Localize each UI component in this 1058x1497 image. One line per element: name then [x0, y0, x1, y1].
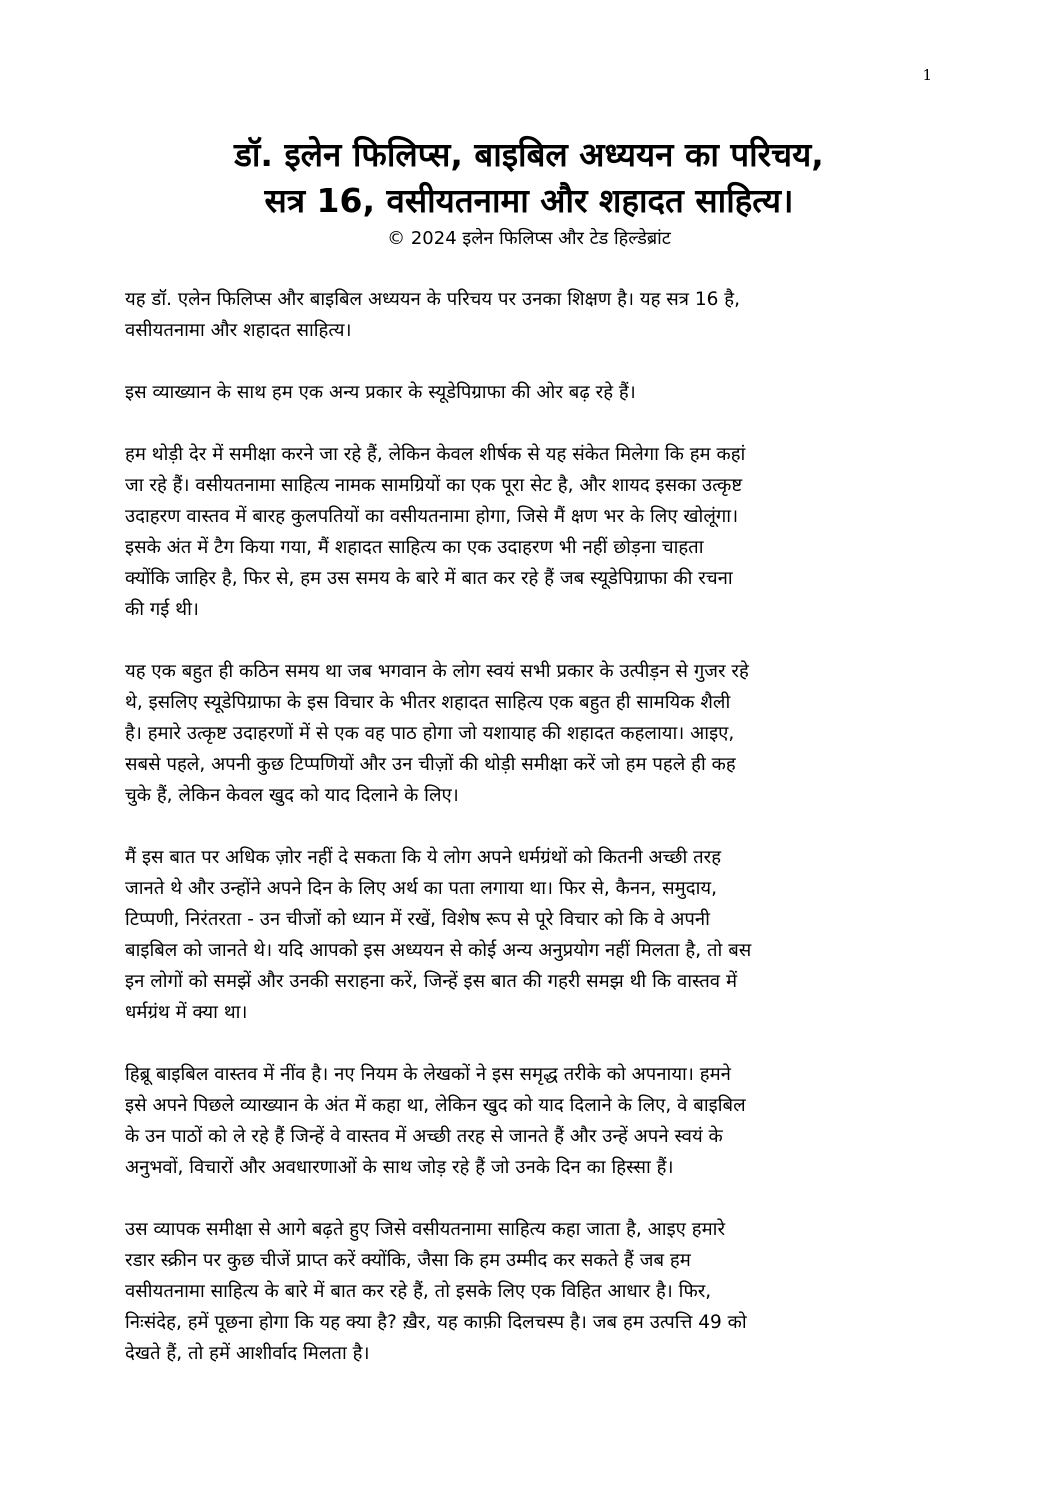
page-number: 1 [922, 66, 932, 84]
paragraph-line: देखते हैं, तो हमें आशीर्वाद मिलता है। [125, 1343, 370, 1364]
paragraph [125, 842, 937, 1028]
copyright-line: © 2024 इलेन फिलिप्स और टेड हिल्डेब्रांट [387, 228, 671, 249]
paragraph-line: यह एक बहुत ही कठिन समय था जब भगवान के लोग स्वयं सभी प्रकार के उत्पीड़न से गुजर रहे [125, 661, 749, 682]
document-body [125, 284, 937, 1400]
paragraph-line: जा रहे हैं। वसीयतनामा साहित्य नामक सामग्रियों का एक पूरा सेट है, और शायद इसका उत्कृष्ट [125, 475, 743, 496]
paragraph-line: बाइबिल को जानते थे। यदि आपको इस अध्ययन से कोई अन्य अनुप्रयोग नहीं मिलता है, तो बस [125, 940, 752, 961]
paragraph-line: इसके अंत में टैग किया गया, मैं शहादत साहित्य का एक उदाहरण भी नहीं छोड़ना चाहता [125, 537, 704, 558]
paragraph-line: क्योंकि जाहिर है, फिर से, हम उस समय के बारे में बात कर रहे हैं जब स्यूडेपिग्राफा की रचना [125, 568, 733, 589]
paragraph-line: रडार स्क्रीन पर कुछ चीजें प्राप्त करें क्योंकि, जैसा कि हम उम्मीद कर सकते हैं जब हम [125, 1250, 691, 1271]
paragraph-line: चुके हैं, लेकिन केवल खुद को याद दिलाने के लिए। [125, 785, 459, 806]
paragraph-line: उस व्यापक समीक्षा से आगे बढ़ते हुए जिसे वसीयतनामा साहित्य कहा जाता है, आइए हमारे [125, 1219, 726, 1240]
paragraph-line: यह डॉ. एलेन फिलिप्स और बाइबिल अध्ययन के परिचय पर उनका शिक्षण है। यह सत्र 16 है, [125, 289, 741, 310]
paragraph-line: हम थोड़ी देर में समीक्षा करने जा रहे हैं, लेकिन केवल शीर्षक से यह संकेत मिलेगा कि हम कहां [125, 444, 746, 465]
paragraph-line: सबसे पहले, अपनी कुछ टिप्पणियों और उन चीज़ों की थोड़ी समीक्षा करें जो हम पहले ही कह [125, 754, 736, 775]
paragraph [125, 377, 937, 408]
document-header [100, 132, 958, 252]
paragraph-line: उदाहरण वास्तव में बारह कुलपतियों का वसीयतनामा होगा, जिसे मैं क्षण भर के लिए खोलूंगा। [125, 506, 739, 527]
paragraph-line: वसीयतनामा और शहादत साहित्य। [125, 320, 352, 341]
paragraph-line: निःसंदेह, हमें पूछना होगा कि यह क्या है? ख़ैर, यह काफ़ी दिलचस्प है। जब हम उत्पत्ति 49 को [125, 1312, 747, 1333]
paragraph-line: इन लोगों को समझें और उनकी सराहना करें, जिन्हें इस बात की गहरी समझ थी कि वास्तव में [125, 971, 738, 992]
paragraph-line: जानते थे और उन्होंने अपने दिन के लिए अर्थ का पता लगाया था। फिर से, कैनन, समुदाय, [125, 878, 717, 899]
paragraph-line: अनुभवों, विचारों और अवधारणाओं के साथ जोड़ रहे हैं जो उनके दिन का हिस्सा हैं। [125, 1157, 674, 1178]
paragraph [125, 656, 937, 811]
paragraph-line: इसे अपने पिछले व्याख्यान के अंत में कहा था, लेकिन खुद को याद दिलाने के लिए, वे बाइबिल [125, 1095, 746, 1116]
paragraph [125, 1059, 937, 1183]
paragraph-line: की गई थी। [125, 599, 199, 620]
paragraph [125, 1214, 937, 1369]
paragraph-line: के उन पाठों को ले रहे हैं जिन्हें वे वास्तव में अच्छी तरह से जानते हैं और उन्हें अपने स्वयं के [125, 1126, 723, 1147]
paragraph-line: मैं इस बात पर अधिक ज़ोर नहीं दे सकता कि ये लोग अपने धर्मग्रंथों को कितनी अच्छी तरह [125, 847, 722, 868]
paragraph [125, 284, 937, 346]
paragraph-line: थे, इसलिए स्यूडेपिग्राफा के इस विचार के भीतर शहादत साहित्य एक बहुत ही सामयिक शैली [125, 692, 731, 713]
title-line-1: डॉ. इलेन फिलिप्स, बाइबिल अध्ययन का परिचय, [234, 135, 824, 174]
paragraph-line: है। हमारे उत्कृष्ट उदाहरणों में से एक वह पाठ होगा जो यशायाह की शहादत कहलाया। आइए, [125, 723, 735, 744]
paragraph-line: वसीयतनामा साहित्य के बारे में बात कर रहे हैं, तो इसके लिए एक विहित आधार है। फिर, [125, 1281, 712, 1302]
paragraph-line: धर्मग्रंथ में क्या था। [125, 1002, 248, 1023]
paragraph [125, 439, 937, 625]
paragraph-line: टिप्पणी, निरंतरता - उन चीजों को ध्यान में रखें, विशेष रूप से पूरे विचार को कि वे अपनी [125, 909, 710, 930]
paragraph-line: हिब्रू बाइबिल वास्तव में नींव है। नए नियम के लेखकों ने इस समृद्ध तरीके को अपनाया। हमने [125, 1064, 731, 1085]
title-line-2: सत्र 16, वसीयतनामा और शहादत साहित्य। [264, 181, 794, 220]
paragraph-line: इस व्याख्यान के साथ हम एक अन्य प्रकार के स्यूडेपिग्राफा की ओर बढ़ रहे हैं। [125, 382, 636, 403]
